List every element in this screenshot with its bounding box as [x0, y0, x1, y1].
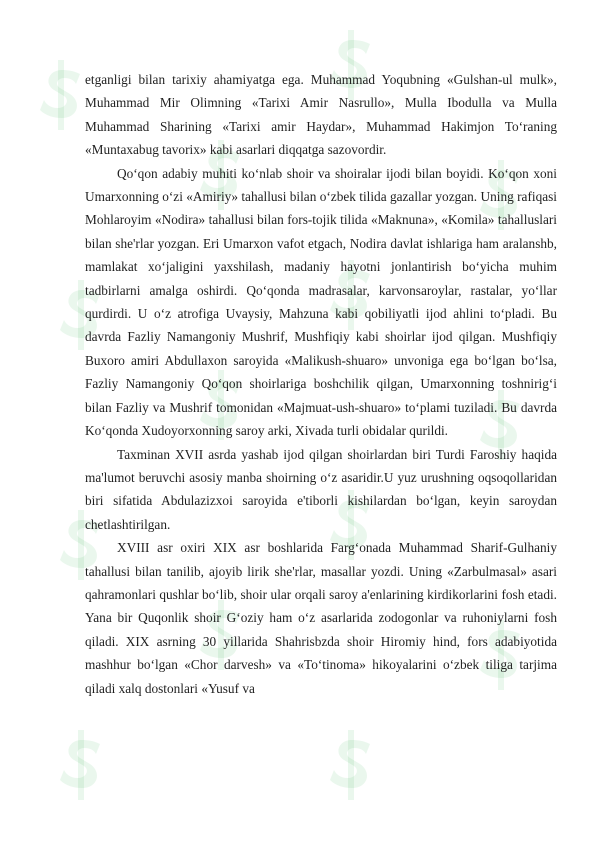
- paragraph-4: XVIII asr oxiri XIX asr boshlarida Farg‘onada Muhammad Sharif-Gulhaniy tahallusi bilan tanilib, ajoyib lirik she'rlar, masallar yozdi. Uning «Zarbulmasal» asari qahramonlari qushlar bo‘lib, shoir ular orqali saroy a'enlarining kirdikorlarini fosh etadi. Yana bir Quqonlik shoir G‘oziy ham o‘z asarlarida zodogonlar va ruhoniylarni fosh qiladi. XIX asrning 30 yillarida Shahrisbzda shoir Hiromiy hind, fors adabiyotida mashhur bo‘lgan «Chor darvesh» va «To‘tinoma» hikoyalarini o‘zbek tiliga tarjima qiladi xalq dostonlari «Yusuf va: [85, 540, 557, 696]
- paragraph-2: Qo‘qon adabiy muhiti ko‘nlab shoir va shoiralar ijodi bilan boyidi. Ko‘qon xoni Umarxonning o‘zi «Amiriy» tahallusi bilan o‘zbek tilida gazallar yozgan. Uning rafiqasi Mohlaroyim «Nodira» tahallusi bilan fors-tojik tilida «Maknuna», «Komila» tahalluslari bilan she'rlar yozgan. Eri Umarxon vafot etgach, Nodira davlat ishlariga ham aralanshb, mamlakat xo‘jaligini yaxshilash, madaniy hayotni jonlantirish bo‘yicha muhim tadbirlarni amalga oshirdi. Qo‘qonda madrasalar, karvonsaroylar, rastalar, yo‘llar qurdirdi. U o‘z atrofiga Uvaysiy, Mahzuna kabi qobiliyatli ijod ahlini to‘pladi. Bu davrda Fazliy Namangoniy Mushrif, Mushfiqiy kabi shoirlar ijod qilgan. Mushfiqiy Buxoro amiri Abdullaxon saroyida «Malikush-shuaro» unvoniga ega bo‘lgan bo‘lsa, Fazliy Namangoniy Qo‘qon shoirlariga boshchilik qilgan, Umarxonning toshnirig‘i bilan Fazliy va Mushrif tomonidan «Majmuat-ush-shuaro» to‘plami tuziladi. Bu davrda Ko‘qonda Xudoyorxonning saroy arki, Xivada turli obidalar qurildi.: [85, 165, 557, 439]
- paragraph-1: etganligi bilan tarixiy ahamiyatga ega. Muhammad Yoqubning «Gulshan-ul mulk», Muhammad Mir Olimning «Tarixi Amir Nasrullo», Mulla Ibodulla va Mulla Muhammad Sharining «Tarixi amir Haydar», Muhammad Hakimjon To‘raning «Muntaxabug tavorix» kabi asarlari diqqatga sazovordir.: [85, 72, 557, 158]
- paragraph-3: Taxminan XVII asrda yashab ijod qilgan shoirlardan biri Turdi Faroshiy haqida ma'lumot beruvchi asosiy manba shoirning o‘z asaridir.U yuz urushning oqsoqollaridan biri sifatida Abdulazizxoi saroyida e'tiborli kishilardan bo‘lgan, keyin saroydan chetlashtirilgan.: [85, 446, 557, 532]
- text-body: [85, 68, 557, 700]
